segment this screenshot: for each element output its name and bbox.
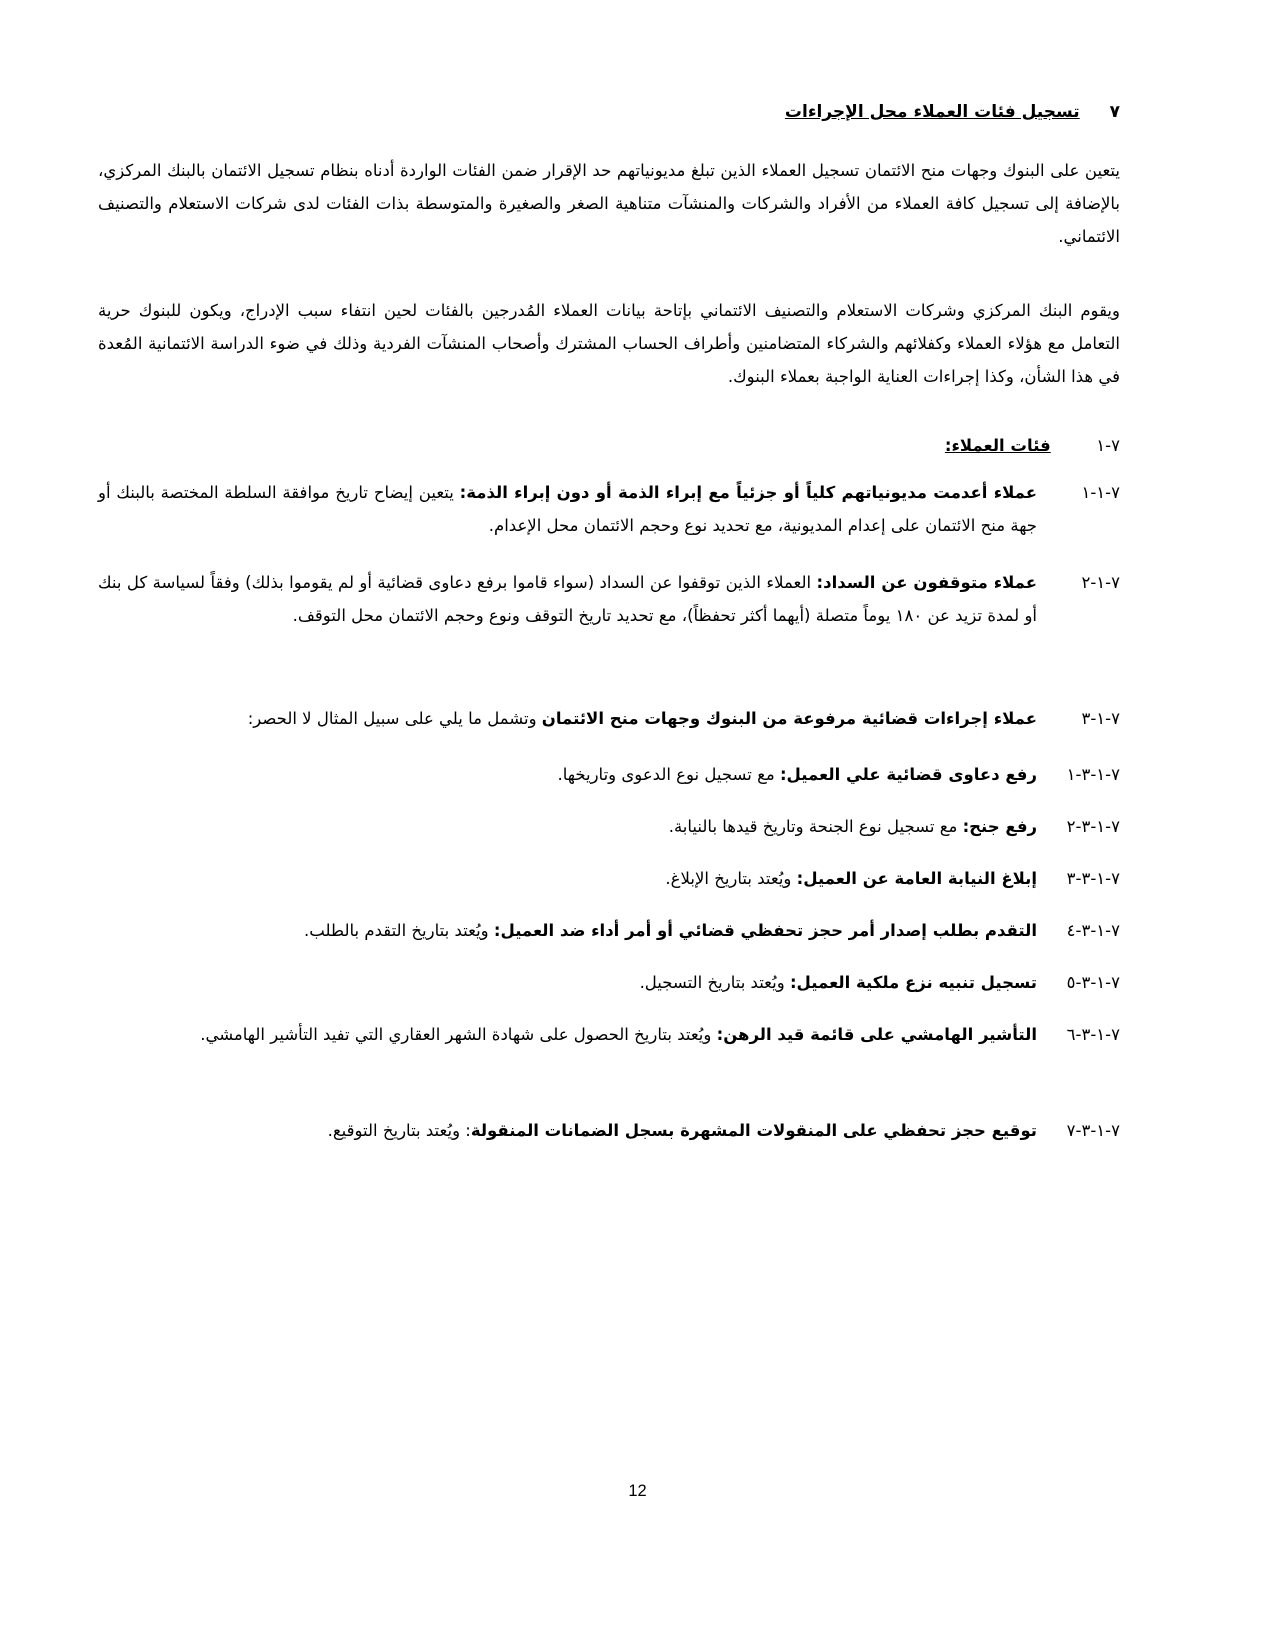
- subsection-title: فئات العملاء:: [944, 436, 1051, 455]
- subsection-number: ٧-١: [1096, 436, 1120, 455]
- subitem-heading: إبلاغ النيابة العامة عن العميل:: [796, 869, 1037, 888]
- item-number: ٧-١-٢: [1081, 573, 1120, 592]
- subitem-heading: التقدم بطلب إصدار أمر حجز تحفظي قضائي أو أمر أداء ضد العميل:: [493, 921, 1037, 940]
- item-heading: عملاء أعدمت مديونياتهم كلياً أو جزئياً مع إبراء الذمة أو دون إبراء الذمة:: [459, 483, 1037, 502]
- item-body: [98, 476, 1037, 542]
- item-heading: عملاء إجراءات قضائية مرفوعة من البنوك وجهات منح الائتمان: [541, 709, 1037, 728]
- subitem-number: ٧-١-٣-٣: [1066, 869, 1120, 888]
- item-text: العملاء الذين توقفوا عن السداد (سواء قاموا برفع دعاوى قضائية أو لم يقوموا بذلك) وفقاً لسياسة كل بنك أو لمدة تزيد عن ١٨٠ يوماً متصلة (أيهما أكثر تحفظاً)، مع تحديد تاريخ التوقف ونوع وحجم الائتمان محل التوقف.: [98, 573, 1037, 625]
- subitem-text: : ويُعتد بتاريخ التوقيع.: [327, 1121, 471, 1140]
- list-item: [98, 566, 1120, 632]
- subitem-text: ويُعتد بتاريخ الحصول على شهادة الشهر العقاري التي تفيد التأشير الهامشي.: [200, 1025, 717, 1044]
- subitem-text: مع تسجيل نوع الدعوى وتاريخها.: [557, 765, 780, 784]
- sub-list-item: [98, 862, 1120, 895]
- subsection-heading: [320, 436, 1120, 455]
- list-item: [98, 702, 1120, 735]
- subitem-number: ٧-١-٣-١: [1066, 765, 1120, 784]
- sub-list-item: [98, 1114, 1120, 1147]
- subitem-number: ٧-١-٣-٦: [1066, 1025, 1120, 1044]
- sub-list-item: [98, 810, 1120, 843]
- intro-paragraph-1: يتعين على البنوك وجهات منح الائتمان تسجيل العملاء الذين تبلغ مديونياتهم حد الإقرار ضمن الفئات الواردة أدناه بنظام تسجيل الائتمان بالبنك المركزي، بالإضافة إلى تسجيل كافة العملاء من الأفراد والشركات والمنشآت متناهية الصغر والصغيرة والمتوسطة بذات الفئات لدى شركات الاستعلام والتصنيف الائتماني.: [98, 161, 1120, 246]
- subitem-number: ٧-١-٣-٤: [1066, 921, 1120, 940]
- subitem-number: ٧-١-٣-٥: [1066, 973, 1120, 992]
- item-body: [98, 566, 1037, 632]
- subitem-heading: رفع جنح:: [962, 817, 1037, 836]
- sub-list-item: [98, 1018, 1120, 1051]
- subitem-body: [98, 1114, 1037, 1147]
- sub-list-item: [98, 966, 1120, 999]
- subitem-heading: تسجيل تنبيه نزع ملكية العميل:: [789, 973, 1037, 992]
- intro-paragraph-2: ويقوم البنك المركزي وشركات الاستعلام والتصنيف الائتماني بإتاحة بيانات العملاء المُدرجين بالفئات لحين انتفاء سبب الإدراج، ويكون للبنوك حرية التعامل مع هؤلاء العملاء وكفلائهم والشركاء المتضامنين وأطراف الحساب المشترك وأصحاب المنشآت الفردية وذلك في ضوء الدراسة الائتمانية المُعدة في هذا الشأن، وكذا إجراءات العناية الواجبة بعملاء البنوك.: [98, 301, 1120, 386]
- section-number: ٧: [1109, 102, 1120, 122]
- item-text: وتشمل ما يلي على سبيل المثال لا الحصر:: [247, 709, 542, 728]
- subitem-body: [98, 758, 1037, 791]
- subitem-heading: رفع دعاوى قضائية علي العميل:: [779, 765, 1037, 784]
- subitem-text: ويُعتد بتاريخ التسجيل.: [639, 973, 790, 992]
- subitem-text: ويُعتد بتاريخ الإبلاغ.: [665, 869, 797, 888]
- section-heading: [320, 102, 1120, 122]
- subitem-body: [98, 966, 1037, 999]
- section-title: تسجيل فئات العملاء محل الإجراءات: [784, 102, 1080, 122]
- subitem-text: ويُعتد بتاريخ التقدم بالطلب.: [304, 921, 494, 940]
- item-text: يتعين إيضاح تاريخ موافقة السلطة المختصة بالبنك أو جهة منح الائتمان على إعدام المديونية، مع تحديد نوع وحجم الائتمان محل الإعدام.: [98, 483, 1037, 535]
- item-heading: عملاء متوقفون عن السداد:: [816, 573, 1037, 592]
- sub-list-item: [98, 914, 1120, 947]
- subitem-number: ٧-١-٣-٧: [1066, 1121, 1120, 1140]
- subitem-heading: توقيع حجز تحفظي على المنقولات المشهرة بسجل الضمانات المنقولة: [470, 1121, 1037, 1140]
- page-number: 12: [628, 1482, 647, 1500]
- item-body: [98, 702, 1037, 735]
- sub-list-item: [98, 758, 1120, 791]
- subitem-heading: التأشير الهامشي على قائمة قيد الرهن:: [716, 1025, 1037, 1044]
- subitem-body: [98, 1018, 1037, 1051]
- item-number: ٧-١-٣: [1081, 709, 1120, 728]
- subitem-text: مع تسجيل نوع الجنحة وتاريخ قيدها بالنيابة.: [668, 817, 963, 836]
- subitem-body: [98, 810, 1037, 843]
- list-item: [98, 476, 1120, 542]
- subitem-body: [98, 862, 1037, 895]
- subitem-body: [98, 914, 1037, 947]
- item-number: ٧-١-١: [1081, 483, 1120, 502]
- subitem-number: ٧-١-٣-٢: [1066, 817, 1120, 836]
